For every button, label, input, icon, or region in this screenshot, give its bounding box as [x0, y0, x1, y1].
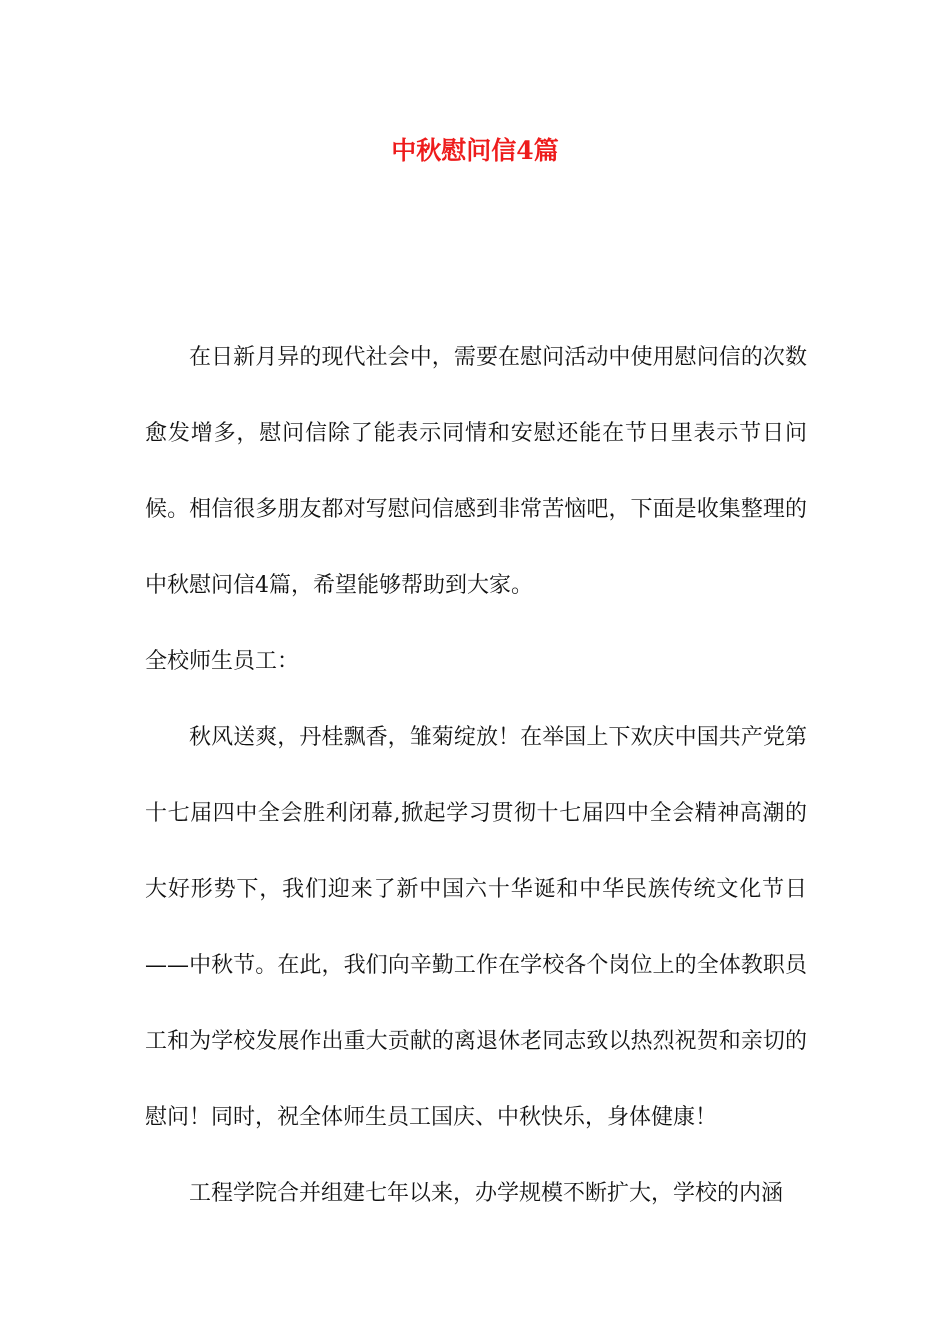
body-paragraph-2: 工程学院合并组建七年以来，办学规模不断扩大，学校的内涵 [189, 1181, 784, 1206]
document-body [145, 320, 807, 1232]
salutation-line: 全校师生员工： [145, 649, 300, 674]
document-title: 中秋慰问信4篇 [391, 136, 559, 165]
body-paragraph-1: 秋风送爽，丹桂飘香，雏菊绽放！在举国上下欢庆中国共产党第十七届四中全会胜利闭幕,掀起学习贯彻十七届四中全会精神高潮的大好形势下，我们迎来了新中国六十华诞和中华民族传统文化节日——中秋节。在此，我们向辛勤工作在学校各个岗位上的全体教职员工和为学校发展作出重大贡献的离退休老同志致以热烈祝贺和亲切的慰问！同时，祝全体师生员工国庆、中秋快乐，身体健康！ [145, 725, 807, 1130]
intro-paragraph: 在日新月异的现代社会中，需要在慰问活动中使用慰问信的次数愈发增多，慰问信除了能表示同情和安慰还能在节日里表示节日问候。相信很多朋友都对写慰问信感到非常苦恼吧，下面是收集整理的中秋慰问信4篇，希望能够帮助到大家。 [145, 345, 807, 598]
